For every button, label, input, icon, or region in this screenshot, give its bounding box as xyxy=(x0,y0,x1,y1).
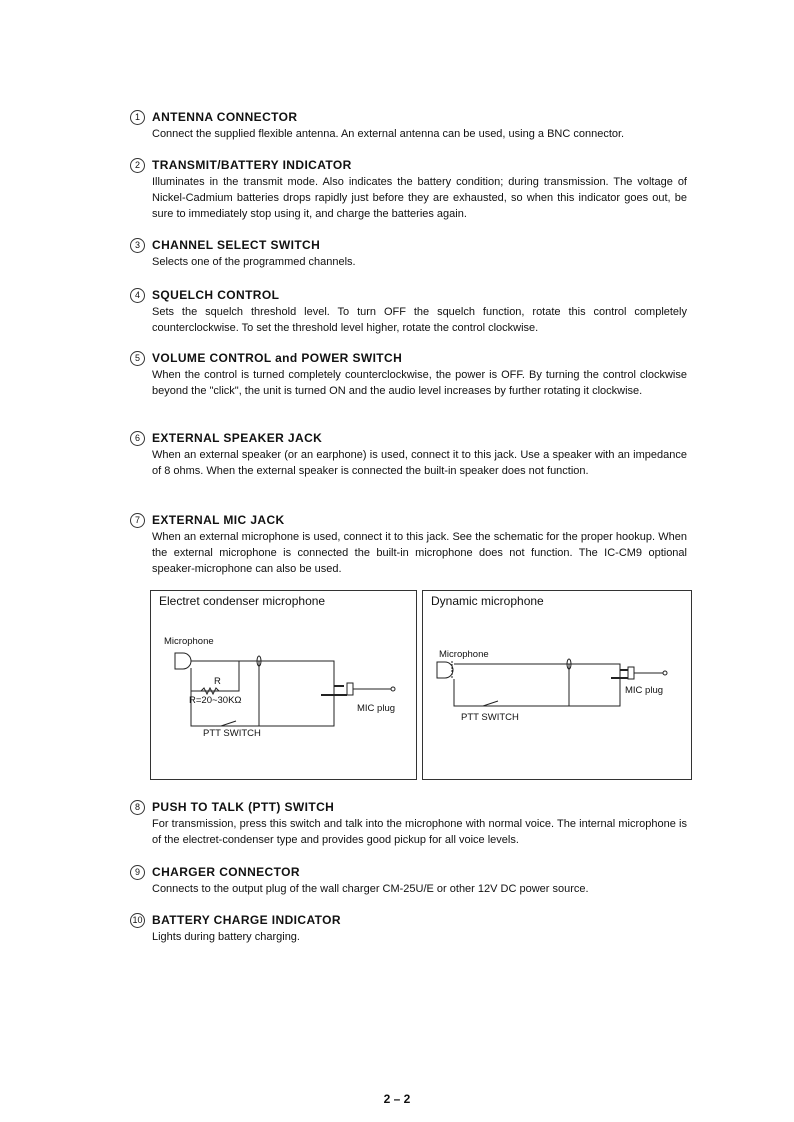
item-number: 5 xyxy=(130,351,145,366)
item-number: 7 xyxy=(130,513,145,528)
section-body: When an external microphone is used, connect it to this jack. See the schematic for the proper hookup. When the external microphone is connected the built-in microphone does not function. The IC-CM9 optional speaker-microphone can also be used. xyxy=(152,531,687,575)
section-heading: SQUELCH CONTROL xyxy=(152,288,280,302)
item-number: 1 xyxy=(130,110,145,125)
mic-plug-label: MIC plug xyxy=(357,703,396,714)
section-heading: ANTENNA CONNECTOR xyxy=(152,110,298,124)
microphone-label: Microphone xyxy=(439,649,489,660)
section-heading: BATTERY CHARGE INDICATOR xyxy=(152,913,341,927)
electret-schematic xyxy=(151,591,416,779)
section-heading: VOLUME CONTROL and POWER SWITCH xyxy=(152,351,403,365)
item-number: 6 xyxy=(130,431,145,446)
section-heading: EXTERNAL SPEAKER JACK xyxy=(152,431,323,445)
dynamic-mic-diagram xyxy=(422,590,692,780)
ptt-switch-label: PTT SWITCH xyxy=(203,728,261,739)
section-body: Connect the supplied flexible antenna. An external antenna can be used, using a BNC connector. xyxy=(152,128,625,140)
section-heading: CHANNEL SELECT SWITCH xyxy=(152,238,321,252)
section-body: Illuminates in the transmit mode. Also indicates the battery condition; during transmission. The voltage of Nickel-Cadmium batteries drops rapidly just before they are exhausted, so when this indicator goes out, be sure to immediately stop using it, and charge the batteries again. xyxy=(152,176,687,220)
microphone-label: Microphone xyxy=(164,636,214,647)
section-body: Sets the squelch threshold level. To turn OFF the squelch function, rotate this control completely counterclockwise. To set the threshold level higher, rotate the control clockwise. xyxy=(152,306,687,334)
section-heading: TRANSMIT/BATTERY INDICATOR xyxy=(152,158,352,172)
item-number: 4 xyxy=(130,288,145,303)
item-number: 2 xyxy=(130,158,145,173)
section-body: For transmission, press this switch and talk into the microphone with normal voice. The internal microphone is of the electret-condenser type and provides good pickup for all voice levels. xyxy=(152,818,687,846)
section-body: Connects to the output plug of the wall charger CM-25U/E or other 12V DC power source. xyxy=(152,883,589,895)
resistor-label: R xyxy=(214,676,221,687)
item-number: 3 xyxy=(130,238,145,253)
section-body: Lights during battery charging. xyxy=(152,931,300,943)
page-number: 2 – 2 xyxy=(383,1092,411,1106)
electret-mic-diagram xyxy=(150,590,417,780)
section-heading: CHARGER CONNECTOR xyxy=(152,865,300,879)
diagram-title: Dynamic microphone xyxy=(431,594,544,608)
section-body: When an external speaker (or an earphone) is used, connect it to this jack. Use a speaker with an impedance of 8 ohms. When the external speaker is connected the built-in speaker does not function. xyxy=(152,449,687,477)
ptt-switch-label: PTT SWITCH xyxy=(461,712,519,723)
item-number: 10 xyxy=(130,913,145,928)
section-body: Selects one of the programmed channels. xyxy=(152,256,356,268)
diagram-title: Electret condenser microphone xyxy=(159,594,326,608)
section-body: When the control is turned completely counterclockwise, the power is OFF. By turning the control clockwise beyond the "click", the unit is turned ON and the audio level increases by further rotating it clockwise. xyxy=(152,369,687,397)
item-number: 8 xyxy=(130,800,145,815)
item-number: 9 xyxy=(130,865,145,880)
resistor-value-label: R=20~30KΩ xyxy=(189,695,242,706)
mic-plug-label: MIC plug xyxy=(625,685,664,696)
section-heading: PUSH TO TALK (PTT) SWITCH xyxy=(152,800,335,814)
section-heading: EXTERNAL MIC JACK xyxy=(152,513,285,527)
